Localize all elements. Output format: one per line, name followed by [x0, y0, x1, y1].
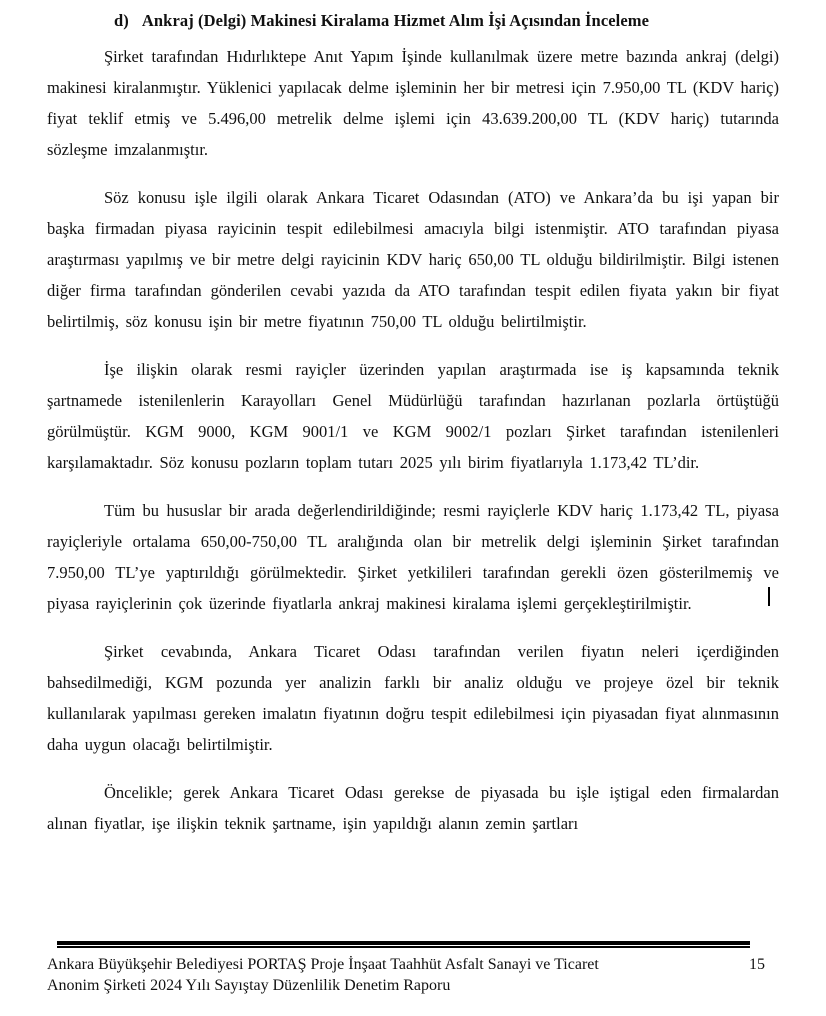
section-heading — [114, 9, 779, 33]
paragraph-4[interactable]: Tüm bu hususlar bir arada değerlendirildiğinde; resmi rayiçlerle KDV hariç 1.173,42 TL, piyasa rayiçleriyle ortalama 650,00-750,00 TL aralığında olan bir metrelik delgi işleminin Şirket tarafından 7.950,00 TL’ye yaptırıldığı görülmektedir. Şirket yetkilileri tarafından gerekli özen gösterilmemiş ve piyasa rayiçlerinin çok üzerinde fiyatlarla ankraj makinesi kiralama işlemi gerçekleştirilmiştir. — [47, 501, 779, 613]
paragraph-2[interactable]: Söz konusu işle ilgili olarak Ankara Ticaret Odasından (ATO) ve Ankara’da bu işi yapan bir başka firmadan piyasa rayicinin tespit edilebilmesi amacıyla bilgi istenmiştir. ATO tarafından piyasa araştırması yapılmış ve bir metre delgi rayicinin KDV hariç 650,00 TL olduğu bildirilmiştir. Bilgi istenen diğer firma tarafından gönderilen cevabi yazıda da ATO tarafından tespit edilen fiyata yakın bir fiyat belirtilmiş, söz konusu işin bir metre fiyatının 750,00 TL olduğu belirtilmiştir. — [47, 188, 779, 331]
page-number: 15 — [749, 956, 765, 973]
paragraph-1[interactable]: Şirket tarafından Hıdırlıktepe Anıt Yapım İşinde kullanılmak üzere metre bazında ankraj (delgi) makinesi kiralanmıştır. Yüklenici yapılacak delme işleminin her bir metresi için 7.950,00 TL (KDV hariç) fiyat teklif etmiş ve 5.496,00 metrelik delme işlemi için 43.639.200,00 TL (KDV hariç) tutarında sözleşme imzalanmıştır. — [47, 47, 779, 159]
page-footer — [47, 954, 779, 996]
section-letter: d) — [114, 11, 129, 30]
paragraph-3[interactable]: İşe ilişkin olarak resmi rayiçler üzerinden yapılan araştırmada ise iş kapsamında teknik şartnamede istenilenlerin Karayolları Genel Müdürlüğü tarafından hazırlanan pozlarla örtüştüğü görülmüştür. KGM 9000, KGM 9001/1 ve KGM 9002/1 pozları Şirket tarafından istenilenleri karşılamaktadır. Söz konusu pozların toplam tutarı 2025 yılı birim fiyatlarıyla 1.173,42 TL’dir. — [47, 360, 779, 472]
paragraph-5[interactable]: Şirket cevabında, Ankara Ticaret Odası tarafından verilen fiyatın neleri içerdiğinden bahsedilmediği, KGM pozunda yer analizin farklı bir analiz olduğu ve projeye özel bir teknik kullanılarak yapılması gereken imalatın fiyatının doğru tespit edilebilmesi için piyasadan fiyat alınmasının daha uygun olacağı belirtilmiştir. — [47, 642, 779, 754]
footer-line-1: Ankara Büyükşehir Belediyesi PORTAŞ Proje İnşaat Taahhüt Asfalt Sanayi ve Ticaret — [47, 956, 599, 973]
page-body — [47, 0, 779, 839]
footer-line-2: Anonim Şirketi 2024 Yılı Sayıştay Düzenlilik Denetim Raporu — [47, 977, 451, 994]
footer-report-title — [47, 954, 599, 996]
text-cursor — [768, 587, 770, 606]
footer-separator-line — [57, 941, 750, 948]
section-title: Ankraj (Delgi) Makinesi Kiralama Hizmet Alım İşi Açısından İnceleme — [141, 11, 650, 30]
paragraph-6[interactable]: Öncelikle; gerek Ankara Ticaret Odası gerekse de piyasada bu işle iştigal eden firmalardan alınan fiyatlar, işe ilişkin teknik şartname, işin yapıldığı alanın zemin şartları — [47, 783, 779, 833]
